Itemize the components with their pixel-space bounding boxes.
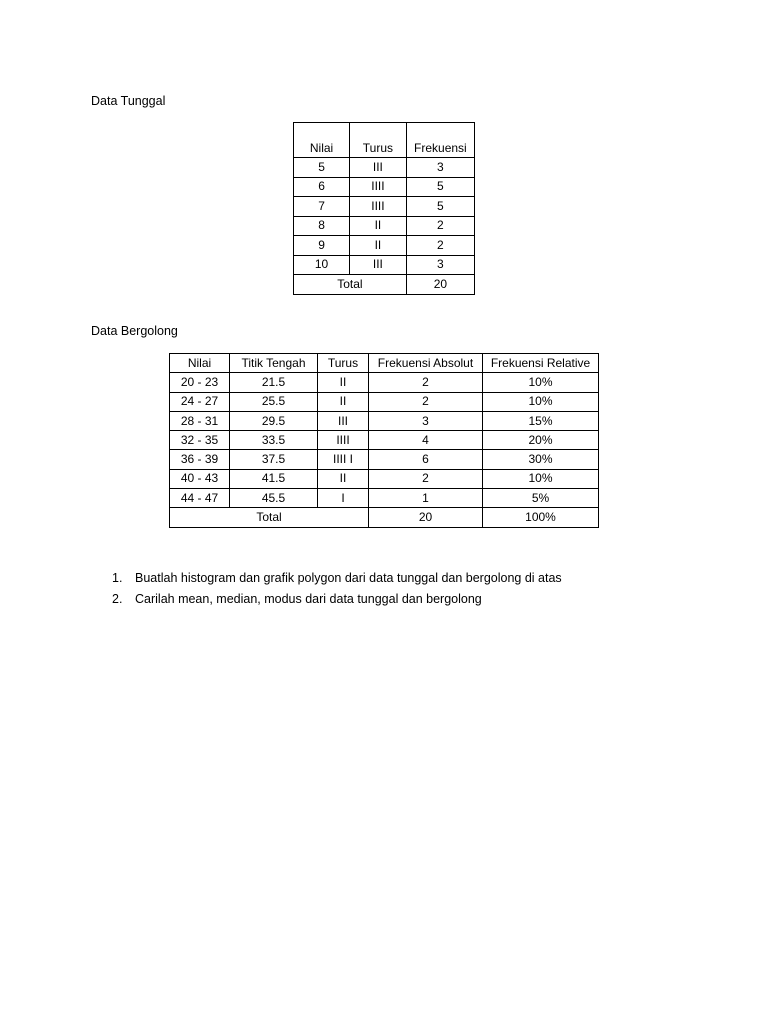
table-row	[170, 431, 599, 450]
table-row	[170, 489, 599, 508]
task-text: Carilah mean, median, modus dari data tunggal dan bergolong	[135, 592, 482, 606]
turus-cell: III	[318, 411, 369, 430]
header-frekuensi-relative: Frekuensi Relative	[483, 354, 599, 373]
nilai-cell: 28 - 31	[170, 411, 230, 430]
turus-cell: II	[350, 236, 407, 256]
nilai-cell: 6	[294, 177, 350, 197]
table-row	[170, 373, 599, 392]
frekuensi-cell: 5	[406, 197, 474, 217]
titik-tengah-cell: 21.5	[230, 373, 318, 392]
frekuensi-relative-cell: 20%	[483, 431, 599, 450]
titik-tengah-cell: 45.5	[230, 489, 318, 508]
header-titik-tengah: Titik Tengah	[230, 354, 318, 373]
header-nilai: Nilai	[170, 354, 230, 373]
nilai-cell: 36 - 39	[170, 450, 230, 469]
nilai-cell: 24 - 27	[170, 392, 230, 411]
turus-cell: IIII	[350, 197, 407, 217]
turus-cell: II	[318, 392, 369, 411]
table-row	[170, 392, 599, 411]
frekuensi-cell: 3	[406, 255, 474, 275]
nilai-cell: 8	[294, 216, 350, 236]
header-turus: Turus	[350, 123, 407, 158]
nilai-cell: 9	[294, 236, 350, 256]
total-label: Total	[294, 275, 407, 295]
task-item	[112, 568, 562, 589]
task-list	[112, 568, 562, 610]
task-item	[112, 589, 562, 610]
table-row	[294, 216, 475, 236]
nilai-cell: 7	[294, 197, 350, 217]
data-bergolong-heading: Data Bergolong	[91, 324, 178, 338]
total-absolut: 20	[369, 508, 483, 527]
header-turus: Turus	[318, 354, 369, 373]
frekuensi-relative-cell: 30%	[483, 450, 599, 469]
table-header-row	[294, 123, 475, 158]
header-frekuensi-absolut: Frekuensi Absolut	[369, 354, 483, 373]
nilai-cell: 44 - 47	[170, 489, 230, 508]
table-row	[170, 469, 599, 488]
turus-cell: IIII I	[318, 450, 369, 469]
table-row	[294, 197, 475, 217]
nilai-cell: 10	[294, 255, 350, 275]
frekuensi-relative-cell: 15%	[483, 411, 599, 430]
frekuensi-cell: 2	[406, 216, 474, 236]
titik-tengah-cell: 33.5	[230, 431, 318, 450]
turus-cell: III	[350, 158, 407, 178]
turus-cell: II	[318, 373, 369, 392]
task-text: Buatlah histogram dan grafik polygon dari data tunggal dan bergolong di atas	[135, 571, 562, 585]
frekuensi-absolut-cell: 2	[369, 469, 483, 488]
table-row	[294, 236, 475, 256]
table-row	[294, 255, 475, 275]
frekuensi-absolut-cell: 1	[369, 489, 483, 508]
frekuensi-absolut-cell: 6	[369, 450, 483, 469]
total-label: Total	[170, 508, 369, 527]
frekuensi-absolut-cell: 3	[369, 411, 483, 430]
total-relative: 100%	[483, 508, 599, 527]
nilai-cell: 5	[294, 158, 350, 178]
frekuensi-cell: 5	[406, 177, 474, 197]
data-tunggal-table	[293, 122, 475, 295]
frekuensi-cell: 2	[406, 236, 474, 256]
titik-tengah-cell: 37.5	[230, 450, 318, 469]
turus-cell: II	[318, 469, 369, 488]
data-bergolong-table	[169, 353, 599, 528]
total-value: 20	[406, 275, 474, 295]
nilai-cell: 20 - 23	[170, 373, 230, 392]
turus-cell: II	[350, 216, 407, 236]
data-tunggal-heading: Data Tunggal	[91, 94, 166, 108]
frekuensi-relative-cell: 10%	[483, 373, 599, 392]
table-header-row	[170, 354, 599, 373]
frekuensi-absolut-cell: 2	[369, 392, 483, 411]
task-number: 2.	[112, 592, 123, 606]
frekuensi-absolut-cell: 4	[369, 431, 483, 450]
turus-cell: III	[350, 255, 407, 275]
task-number: 1.	[112, 571, 123, 585]
titik-tengah-cell: 29.5	[230, 411, 318, 430]
table-row	[294, 177, 475, 197]
frekuensi-relative-cell: 10%	[483, 392, 599, 411]
frekuensi-relative-cell: 5%	[483, 489, 599, 508]
nilai-cell: 32 - 35	[170, 431, 230, 450]
turus-cell: IIII	[318, 431, 369, 450]
nilai-cell: 40 - 43	[170, 469, 230, 488]
frekuensi-absolut-cell: 2	[369, 373, 483, 392]
table-total-row	[170, 508, 599, 527]
turus-cell: I	[318, 489, 369, 508]
header-frekuensi: Frekuensi	[406, 123, 474, 158]
table-total-row	[294, 275, 475, 295]
table-row	[170, 411, 599, 430]
header-nilai: Nilai	[294, 123, 350, 158]
titik-tengah-cell: 25.5	[230, 392, 318, 411]
titik-tengah-cell: 41.5	[230, 469, 318, 488]
frekuensi-cell: 3	[406, 158, 474, 178]
table-row	[294, 158, 475, 178]
table-row	[170, 450, 599, 469]
turus-cell: IIII	[350, 177, 407, 197]
frekuensi-relative-cell: 10%	[483, 469, 599, 488]
